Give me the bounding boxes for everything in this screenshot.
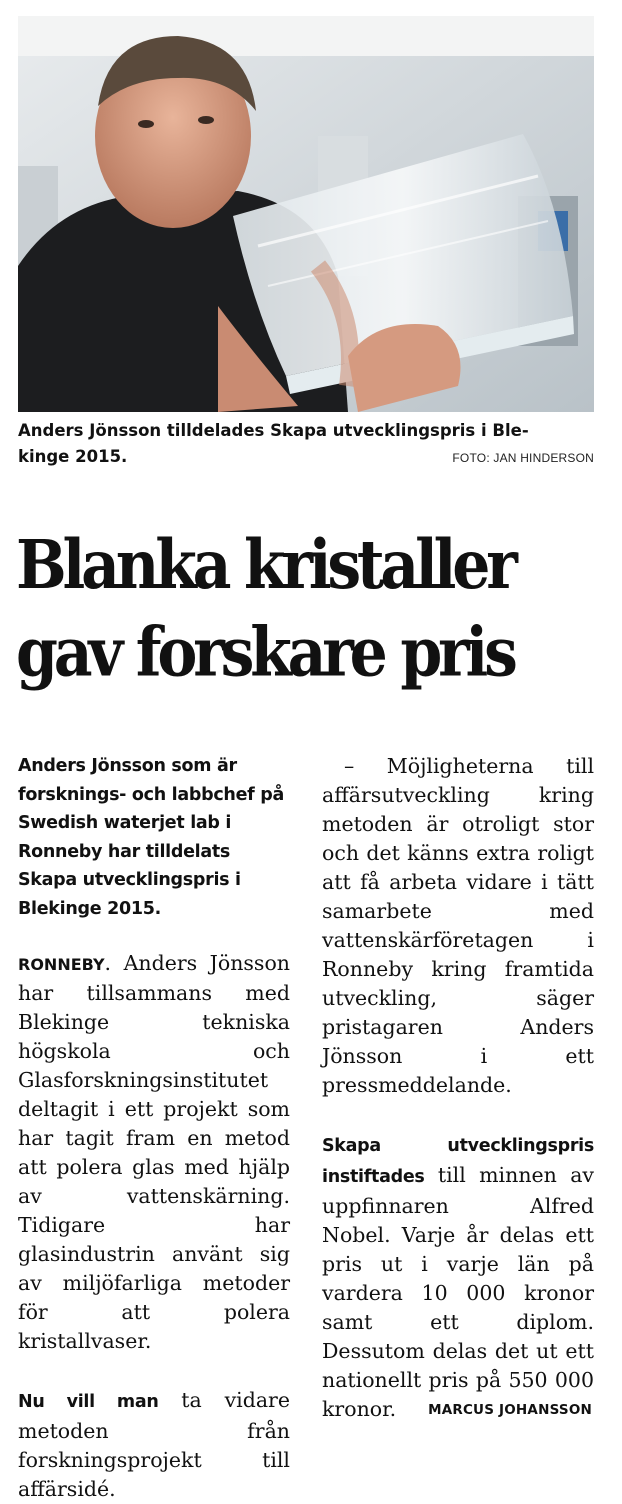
column-right <box>322 752 594 1424</box>
body-paragraph-1-text: . Anders Jönsson har tillsammans med Blekinge tekniska högskola och Glasforskningsinstitutet deltagit i ett projekt som har tagit fram en metod att polera glas med hjälp av vattenskärning. Tidigare har glasindustrin använt sig av miljöfarliga metoder för att polera kristallvaser. <box>18 951 290 1353</box>
byline: MARCUS JOHANSSON <box>428 1402 592 1418</box>
headline <box>16 522 616 697</box>
photo-credit: FOTO: JAN HINDERSON <box>452 451 594 465</box>
run-in-heading-1: Nu vill man <box>18 1392 159 1412</box>
quote-paragraph: – Möjligheterna till affärsutveckling kring metoden är otroligt stor och det känns extra roligt att få arbeta vidare i tätt samarbete med vattenskärföretagen i Ronneby kring framtida utveckling, säger pristagaren Anders Jönsson i ett pressmeddelande. <box>322 754 594 1097</box>
photo-caption <box>18 418 594 471</box>
dateline: RONNEBY <box>18 955 105 974</box>
body-paragraph-4-text: till minnen av uppfinnaren Alfred Nobel. Varje år delas ett pris ut i varje län på vardera 10 000 kronor samt ett diplom. Dessutom delas det ut ett nationellt pris på 550 000 kronor. <box>322 1163 594 1421</box>
column-left <box>18 752 290 1504</box>
article-photo <box>18 16 594 412</box>
headline-line-2: gav forskare pris <box>16 613 514 693</box>
headline-line-1: Blanka kristaller <box>16 526 514 605</box>
body-paragraph-4 <box>322 1130 594 1424</box>
body-paragraph-2 <box>18 1386 290 1504</box>
body-paragraph-1 <box>18 949 290 1356</box>
run-in-heading-2: Skapa utvecklingspris instiftades <box>322 1136 594 1187</box>
body-paragraph-2-text: ta vidare metoden från forskningsprojekt till affärsidé. <box>18 1388 290 1501</box>
caption-line-1: Anders Jönsson tilldelades Skapa utvecklingspris i Ble- <box>18 421 529 440</box>
photo-man-holding-crystal-vase <box>18 16 594 412</box>
lead-paragraph: Anders Jönsson som är forsknings- och labbchef på Swedish waterjet lab i Ronneby har tilldelats Skapa utvecklingspris i Blekinge 2015. <box>18 756 284 919</box>
caption-line-2: kinge 2015. <box>18 447 128 466</box>
